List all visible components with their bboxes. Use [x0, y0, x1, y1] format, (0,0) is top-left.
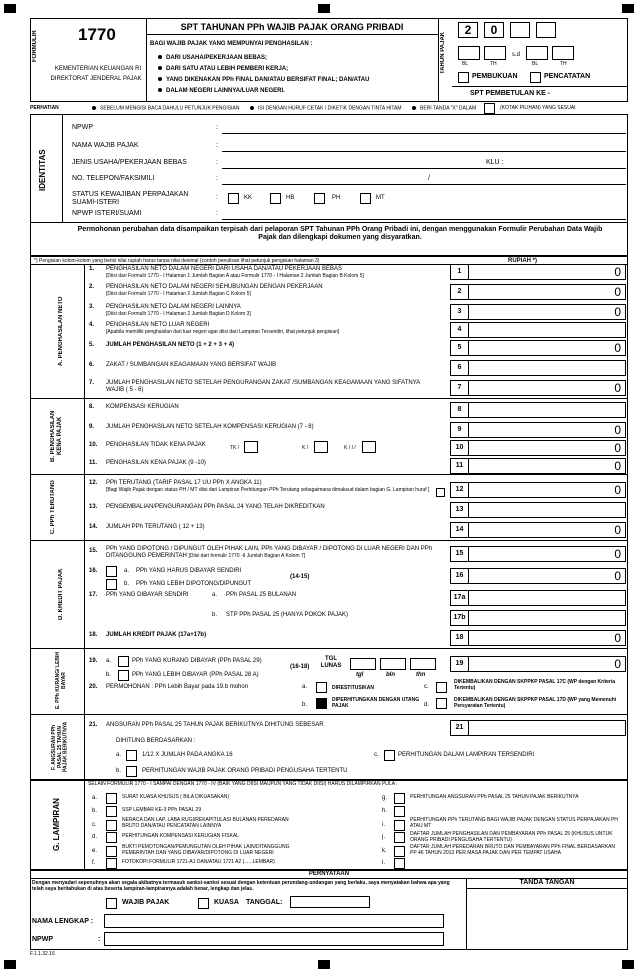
colon: : [216, 210, 218, 217]
form-number: 1770 [78, 25, 116, 44]
r20d-checkbox[interactable] [436, 698, 447, 709]
pernyataan-label: PERNYATAAN [308, 871, 350, 877]
row-number: 21. [89, 722, 98, 728]
tgl-input[interactable] [350, 658, 376, 670]
form-subtitle: BAGI WAJIB PAJAK YANG MEMPUNYAI PENGHASILAN : [150, 41, 313, 47]
ministry-name: KEMENTERIAN KEUANGAN RI [54, 66, 142, 72]
perhatian-item: ISI DENGAN HURUF CETAK / DIKETIK DENGAN TINTA HITAM [250, 106, 402, 112]
section-c-label: C. PPh TERUTANG [50, 480, 56, 534]
r21a-label: 1/12 X JUMLAH PADA ANGKA 16 [142, 752, 233, 758]
r19b-checkbox[interactable] [118, 670, 129, 681]
lampiran-e-checkbox[interactable] [106, 846, 117, 857]
year-digit[interactable] [510, 22, 530, 38]
status-kk-label: KK [244, 195, 253, 201]
row-21-label: ANGSURAN PPh PASAL 25 TAHUN PAJAK BERIKUTNYA DIHITUNG SEBESAR [106, 722, 324, 728]
r16-calc: (14-15) [290, 574, 310, 580]
section-e-label: E. PPh KURANG/ LEBIH BAYAR [55, 652, 67, 710]
r20a-checkbox[interactable] [316, 682, 327, 693]
r20d-label: DIKEMBALIKAN DENGAN SKPPKP PASAL 17D (WP yang Memenuhi Persyaratan Tertentu) [454, 697, 617, 709]
lampiran-item: SSP LEMBAR KE-3 PPh PASAL 29 [122, 807, 202, 813]
lampiran-item: FOTOKOPI FORMULIR 1721-A1 DAN/ATAU 1721 A2 (......LEMBAR) [122, 859, 275, 865]
tgl-label: tgl [356, 672, 364, 678]
spt-pembetulan-label: SPT PEMBETULAN KE - [470, 90, 551, 97]
colon: : [216, 124, 218, 131]
letter: g. [382, 795, 388, 801]
formulir-label: FORMULIR [32, 30, 38, 62]
row-6-label: ZAKAT / SUMBANGAN KEAGAMAAN YANG BERSIFAT WAJIB [106, 362, 277, 368]
colon: : [98, 936, 101, 943]
r20b-label: DIPERHITUNGKAN DENGAN UTANG PAJAK [332, 697, 420, 709]
lampiran-item: PERHITUNGAN KOMPENSASI KERUGIAN FISKAL [122, 833, 239, 839]
cell-11[interactable]: 11 0 [450, 458, 626, 474]
row-number: 18. [89, 632, 98, 638]
perubahan-data-notice: Permohonan perubahan data disampaikan terpisah dari pelaporan SPT Tahunan PPh Orang Pribadi ini, dengan menggunakan Formulir Perubahan Data Wajib Pajak dan dilengkapi dokumen yang disyaratkan. [77, 226, 603, 242]
row-10-label: PENGHASILAN TIDAK KENA PAJAK [106, 442, 206, 448]
thn-label: thn [416, 672, 426, 678]
row-1-label: PENGHASILAN NETO DALAM NEGERI DARI USAHA DAN/ATAU PEKERJAAN BEBAS [Diisi dari Formulir 1770 - I Halaman 1 Jumlah Bagian A atau Formulir 1770 - I Halaman 2 Jumlah Bagian B Kolom 5] [106, 266, 364, 280]
r19-calc: (16-18) [290, 664, 310, 670]
cell-12[interactable]: 12 0 [450, 482, 626, 498]
form-title: SPT TAHUNAN PPh WAJIB PAJAK ORANG PRIBADI [180, 22, 404, 32]
cell-1[interactable]: 1 0 [450, 264, 626, 280]
row-5-label: JUMLAH PENGHASILAN NETO (1 + 2 + 3 + 4) [106, 342, 235, 348]
lampiran-j-checkbox[interactable] [394, 832, 405, 843]
header-bullet: DARI USAHA/PEKERJAAN BEBAS; [158, 55, 267, 62]
row-number: 15. [89, 548, 98, 554]
ptkp-k-label: K / [302, 445, 309, 451]
registration-mark [4, 960, 16, 969]
period-end-year[interactable] [552, 46, 574, 60]
letter: h. [382, 808, 388, 814]
row-4-label: PENGHASILAN NETO LUAR NEGERI [Apabila memiliki penghasilan dari luar negeri agar diisi dari Lampiran Tersendiri, lihat petunjuk pengisian] [106, 322, 340, 336]
r21c-label: PERHITUNGAN DALAM LAMPIRAN TERSENDIRI [398, 752, 535, 758]
section-d-label: D. KREDIT PAJAK [58, 568, 64, 620]
perhatian-label: PERHATIAN [30, 105, 59, 111]
th-label: TH [560, 61, 567, 67]
lampiran-f-checkbox[interactable] [106, 858, 117, 869]
registration-mark [622, 960, 634, 969]
colon: : [216, 194, 218, 201]
row-9-label: JUMLAH PENGHASILAN NETO SETELAH KOMPENSASI KERUGIAN (7 - 8) [106, 424, 314, 430]
lampiran-c-checkbox[interactable] [106, 820, 117, 831]
lampiran-h-checkbox[interactable] [394, 806, 405, 817]
r20a-label: DIRESTITUSIKAN [332, 685, 374, 691]
sd-label: s.d [512, 52, 521, 58]
lampiran-item: BUKTI PEMOTONGAN/PEMUNGUTAN OLEH PIHAK LAIN/DITANGGUNG PEMERINTAH DAN YANG DIBAYAR/DIPOTONG DI LUAR NEGERI [122, 844, 290, 856]
letter: b. [106, 672, 112, 678]
tanda-tangan-label: TANDA TANGAN [519, 879, 575, 886]
lampiran-item: DAFTAR JUMLAH PEREDARAN BRUTO DAN PEMBAYARAN PPh FINAL BERDASARKAN PP 46 TAHUN 2013 PER MASA PAJAK DAN PER TEMPAT USAHA [410, 844, 616, 856]
lampiran-g-checkbox[interactable] [394, 793, 405, 804]
klu-label: KLU : [486, 159, 504, 166]
registration-mark [318, 4, 330, 13]
perhatian-item: (KOTAK PILIHAN) YANG SESUAI [500, 105, 576, 111]
rupiah-label: RUPIAH *) [508, 258, 538, 264]
cell-7[interactable]: 7 0 [450, 380, 626, 396]
letter: a. [116, 752, 122, 758]
status-kk-checkbox[interactable] [228, 193, 239, 204]
ptkp-k-input[interactable] [314, 441, 328, 453]
cell-13[interactable]: 13 [450, 502, 626, 518]
row-13-label: PENGEMBALIAN/PENGURANGAN PPh PASAL 24 YANG TELAH DIKREDITKAN [106, 504, 325, 510]
row-8-label: KOMPENSASI KERUGIAN [106, 404, 179, 410]
pencatatan-label: PENCATATAN [544, 73, 591, 80]
r21b-checkbox[interactable] [126, 766, 137, 777]
r21-based-label: DIHITUNG BERDASARKAN : [116, 738, 196, 744]
kuasa-label: KUASA [214, 899, 239, 906]
wajib-pajak-checkbox[interactable] [106, 898, 117, 909]
lampiran-item: PERHITUNGAN PPh TERUTANG BAGI WAJIB PAJAK DENGAN STATUS PERPAJAKAN PH ATAU MT [410, 817, 618, 829]
letter: e. [92, 848, 98, 854]
status-hb-label: HB [286, 195, 295, 201]
cell-3[interactable]: 3 0 [450, 304, 626, 320]
colon: : [216, 142, 218, 149]
row-number: 10. [89, 442, 98, 448]
period-start-year[interactable] [484, 46, 506, 60]
section-b-label: B. PENGHASILAN KENA PAJAK [50, 410, 63, 462]
row-number: 4. [89, 322, 95, 328]
pembukuan-label: PEMBUKUAN [472, 73, 518, 80]
row-20-label: PERMOHONAN : PPh Lebih Bayar pada 19.b mohon [106, 684, 249, 690]
perhatian-item: SEBELUM MENGISI BACA DAHULU PETUNJUK PENGISIAN [92, 106, 239, 112]
r19a-checkbox[interactable] [118, 656, 129, 667]
header-bullet: DARI SATU ATAU LEBIH PEMBERI KERJA; [158, 66, 288, 73]
row-number: 19. [89, 658, 98, 664]
row-2-label: PENGHASILAN NETO DALAM NEGERI SEHUBUNGAN DENGAN PEKERJAAN [Diisi dari Formulir 1770 - I Halaman 2 Jumlah Bagian C Kolom 5] [106, 284, 323, 298]
row-number: 1. [89, 266, 95, 272]
year-digit[interactable] [536, 22, 556, 38]
year-digit[interactable]: 0 [484, 22, 504, 38]
header-bullet: DALAM NEGERI LAINNYA/LUAR NEGERI. [158, 88, 285, 95]
r16b-checkbox[interactable] [106, 579, 117, 590]
letter: k. [382, 848, 387, 854]
letter: f. [92, 860, 96, 866]
colon: : [216, 159, 218, 166]
lampiran-ref-checkbox[interactable] [436, 488, 445, 497]
year-digit[interactable]: 2 [458, 22, 478, 38]
ptkp-ki-input[interactable] [362, 441, 376, 453]
row-17-label: PPh YANG DIBAYAR SENDIRI [106, 592, 189, 598]
npwp-label: NPWP [72, 124, 93, 131]
pencatatan-checkbox[interactable] [530, 72, 541, 83]
r21c-checkbox[interactable] [384, 750, 395, 761]
cell-5[interactable]: 5 0 [450, 340, 626, 356]
cell-17a[interactable]: 17a [450, 590, 626, 606]
letter: b. [212, 612, 218, 618]
row-number: 9. [89, 424, 95, 430]
letter: a. [124, 568, 130, 574]
ptkp-tk-label: TK / [230, 445, 240, 451]
r20b-checkbox[interactable] [316, 698, 327, 709]
lampiran-intro: SELAIN FORMULIR 1770 - I SAMPAI DENGAN 1770 - IV (BAIK YANG DIISI MAUPUN YANG TIDAK DIISI) HARUS DILAMPIRKAN PULA : [88, 781, 398, 787]
period-end-month[interactable] [526, 46, 548, 60]
row-number: 12. [89, 480, 98, 486]
tahun-pajak-label: TAHUN PAJAK [440, 31, 446, 75]
letter: c. [424, 684, 429, 690]
cell-2[interactable]: 2 0 [450, 284, 626, 300]
r21a-checkbox[interactable] [126, 750, 137, 761]
colon: : [216, 175, 218, 182]
npwp-sign-input[interactable] [104, 932, 444, 946]
lampiran-item: PERHITUNGAN ANGSURAN PPh PASAL 25 TAHUN PAJAK BERIKUTNYA [410, 794, 579, 800]
letter: c. [92, 822, 97, 828]
ptkp-tk-input[interactable] [244, 441, 258, 453]
lampiran-item: SURAT KUASA KHUSUS ( BILA DIKUASAKAN) [122, 794, 230, 800]
registration-mark [4, 4, 16, 13]
example-checkbox [484, 103, 495, 114]
letter: b. [124, 581, 130, 587]
r17b-label: STP PPh PASAL 25 (HANYA POKOK PAJAK) [226, 612, 349, 618]
letter: l. [382, 860, 385, 866]
header-bullet: YANG DIKENAKAN PPh FINAL DAN/ATAU BERSIFAT FINAL; DAN/ATAU [158, 77, 369, 84]
cell-8[interactable]: 8 [450, 402, 626, 418]
lampiran-k-checkbox[interactable] [394, 846, 405, 857]
r17a-label: PPh PASAL 25 BULANAN [226, 592, 297, 598]
row-15-label: PPh YANG DIPOTONG / DIPUNGUT OLEH PIHAK LAIN, PPh YANG DIBAYAR / DIPOTONG DI LUAR NEGERI DAN PPh DITANGGUNG PEMERINTAH [Diisi dari formulir 1770 -II Jumlah Bagian A Kolom 7] [106, 546, 433, 560]
letter: j. [382, 834, 385, 840]
cell-15[interactable]: 15 0 [450, 546, 626, 562]
section-a-label: A. PENGHASILAN NETO [58, 296, 64, 366]
cell-18[interactable]: 18 0 [450, 630, 626, 646]
status-hb-checkbox[interactable] [270, 193, 281, 204]
identitas-label: IDENTITAS [38, 149, 47, 191]
registration-mark [622, 4, 634, 13]
row-number: 16. [89, 568, 98, 574]
row-number: 14. [89, 524, 98, 530]
cell-14[interactable]: 14 0 [450, 522, 626, 538]
lampiran-l-checkbox[interactable] [394, 858, 405, 869]
letter: b. [302, 702, 308, 708]
cell-16[interactable]: 16 0 [450, 568, 626, 584]
tanggal-label: TANGGAL: [246, 899, 283, 906]
lampiran-item: DAFTAR JUMLAH PENGHASILAN DAN PEMBAYARAN PPh PASAL 25 (KHUSUS UNTUK ORANG PRIBADI PENGUSAHA TERTENTU) [410, 831, 613, 843]
cell-9[interactable]: 9 0 [450, 422, 626, 438]
letter: d. [424, 702, 430, 708]
nama-lengkap-label: NAMA LENGKAP : [32, 918, 94, 925]
cell-17b[interactable]: 17b [450, 610, 626, 626]
cell-19[interactable]: 19 0 [450, 656, 626, 672]
npwp-pasangan-label: NPWP ISTERI/SUAMI [72, 210, 142, 217]
cell-6[interactable]: 6 [450, 360, 626, 376]
row-number: 17. [89, 592, 98, 598]
letter: d. [92, 834, 98, 840]
perhatian-item: BERI TANDA "X" DALAM [412, 106, 476, 112]
r20c-label: DIKEMBALIKAN DENGAN SKPPKP PASAL 17C (WP dengan Kriteria Tertentu) [454, 679, 616, 691]
row-number: 5. [89, 342, 95, 348]
r21b-label: PERHITUNGAN WAJIB PAJAK ORANG PRIBADI PENGUSAHA TERTENTU [142, 768, 348, 774]
bl-label: BL [532, 61, 539, 67]
lampiran-b-checkbox[interactable] [106, 806, 117, 817]
r16a-checkbox[interactable] [106, 566, 117, 577]
status-ph-checkbox[interactable] [314, 193, 325, 204]
section-g-label: G. LAMPIRAN [52, 798, 61, 852]
status-mt-label: MT [376, 195, 385, 201]
letter: a. [302, 684, 308, 690]
kuasa-checkbox[interactable] [198, 898, 209, 909]
row-18-label: JUMLAH KREDIT PAJAK (17a+17b) [106, 632, 207, 638]
status-mt-checkbox[interactable] [360, 193, 371, 204]
row-number: 8. [89, 404, 95, 410]
tanggal-input[interactable] [290, 896, 370, 908]
letter: c. [374, 752, 379, 758]
r19a-label: PPh YANG KURANG DIBAYAR (PPh PASAL 29) [132, 658, 262, 664]
r16a-label: PPh YANG HARUS DIBAYAR SENDIRI [136, 568, 242, 574]
row-number: 6. [89, 362, 95, 368]
ptkp-ki-label: K / I / [344, 445, 356, 451]
row-7-label: JUMLAH PENGHASILAN NETO SETELAH PENGURANGAN ZAKAT /SUMBANGAN KEAGAMAAN YANG SIFATNYA WAJIB ( 5 - 6) [106, 380, 420, 394]
wajib-pajak-label: WAJIB PAJAK [122, 899, 170, 906]
separator-slash: / [428, 175, 430, 182]
row-number: 20. [89, 684, 98, 690]
pembukuan-checkbox[interactable] [458, 72, 469, 83]
row-number: 2. [89, 284, 95, 290]
npwp-sign-label: NPWP [32, 936, 53, 943]
letter: a. [92, 795, 98, 801]
letter: i. [382, 822, 385, 828]
row-12-label: PPh TERUTANG (TARIF PASAL 17 UU PPh X ANGKA 11) [Bagi Wajib Pajak dengan status PH / MT diisi dari Lampiran Perhitungan PPh Terutang sebagaimana dimaksud dalam bagian G. Lampiran huruf [ [106, 480, 430, 494]
r16b-label: PPh YANG LEBIH DIPOTONG/DIPUNGUT [136, 581, 252, 587]
status-ph-label: PH [332, 195, 341, 201]
row-number: 13. [89, 504, 98, 510]
row-11-label: PENGHASILAN KENA PAJAK (9 -10) [106, 460, 206, 466]
bln-input[interactable] [380, 658, 406, 670]
r19b-label: PPh YANG LEBIH DIBAYAR (PPh PASAL 28 A) [132, 672, 259, 678]
row-number: 7. [89, 380, 95, 386]
bl-label: BL [462, 61, 469, 67]
directorate-name: DIREKTORAT JENDERAL PAJAK [50, 76, 142, 82]
lampiran-item: NERACA DAN LAP. LABA RUGI/REKAPITULASI BULANAN PEREDARAN BRUTO DAN/ATAU PENCATATAN LAINNYA [122, 817, 289, 829]
th-label: TH [490, 61, 497, 67]
row-3-label: PENGHASILAN NETO DALAM NEGERI LAINNYA [Diisi dari Formulir 1770 - I Halaman 2 Jumlah Bagian D Kolom 3] [106, 304, 251, 318]
form-code: F.1.1.32.16 [30, 951, 55, 957]
cell-4[interactable]: 4 [450, 322, 626, 338]
nama-wp-label: NAMA WAJIB PAJAK [72, 142, 139, 149]
cell-21[interactable]: 21 [450, 720, 626, 736]
status-label: STATUS KEWAJIBAN PERPAJAKAN SUAMI-ISTERI [72, 191, 189, 207]
lampiran-d-checkbox[interactable] [106, 832, 117, 843]
bln-label: bln [386, 672, 395, 678]
jenis-usaha-label: JENIS USAHA/PEKERJAAN BEBAS [72, 159, 187, 166]
row-number: 11. [89, 460, 98, 466]
section-f-label: F. ANGSURAN PPh PASAL 25 TAHUN PAJAK BERIKUTNYA [51, 721, 69, 773]
r20c-checkbox[interactable] [436, 682, 447, 693]
lampiran-a-checkbox[interactable] [106, 793, 117, 804]
letter: b. [92, 808, 98, 814]
thn-input[interactable] [410, 658, 436, 670]
registration-mark [318, 960, 330, 969]
lampiran-i-checkbox[interactable] [394, 820, 405, 831]
letter: a. [212, 592, 218, 598]
pernyataan-text: Dengan menyadari sepenuhnya akan segala akibatnya termasuk sanksi-sanksi sesuai dengan ketentuan perundang-undangan yang berlaku, saya menyatakan bahwa apa yang telah saya beritahukan di atas beserta lampiran-lampirannya adalah benar, lengkap dan jelas. [32, 880, 450, 892]
row-number: 3. [89, 304, 95, 310]
letter: a. [106, 658, 112, 664]
period-start-month[interactable] [458, 46, 480, 60]
decimal-note: *) Pengisian kolom-kolom yang berisi nilai rupiah harus tanpa nilai desimal (contoh penulisan lihat petunjuk pengisian halaman 3) [34, 258, 320, 264]
telepon-label: NO. TELEPON/FAKSIMILI [72, 175, 155, 182]
nama-lengkap-input[interactable] [104, 914, 444, 928]
row-14-label: JUMLAH PPh TERUTANG ( 12 + 13) [106, 524, 205, 530]
letter: b. [116, 768, 122, 774]
tgl-lunas-label: TGL LUNAS [320, 656, 342, 669]
cell-10[interactable]: 10 0 [450, 440, 626, 456]
